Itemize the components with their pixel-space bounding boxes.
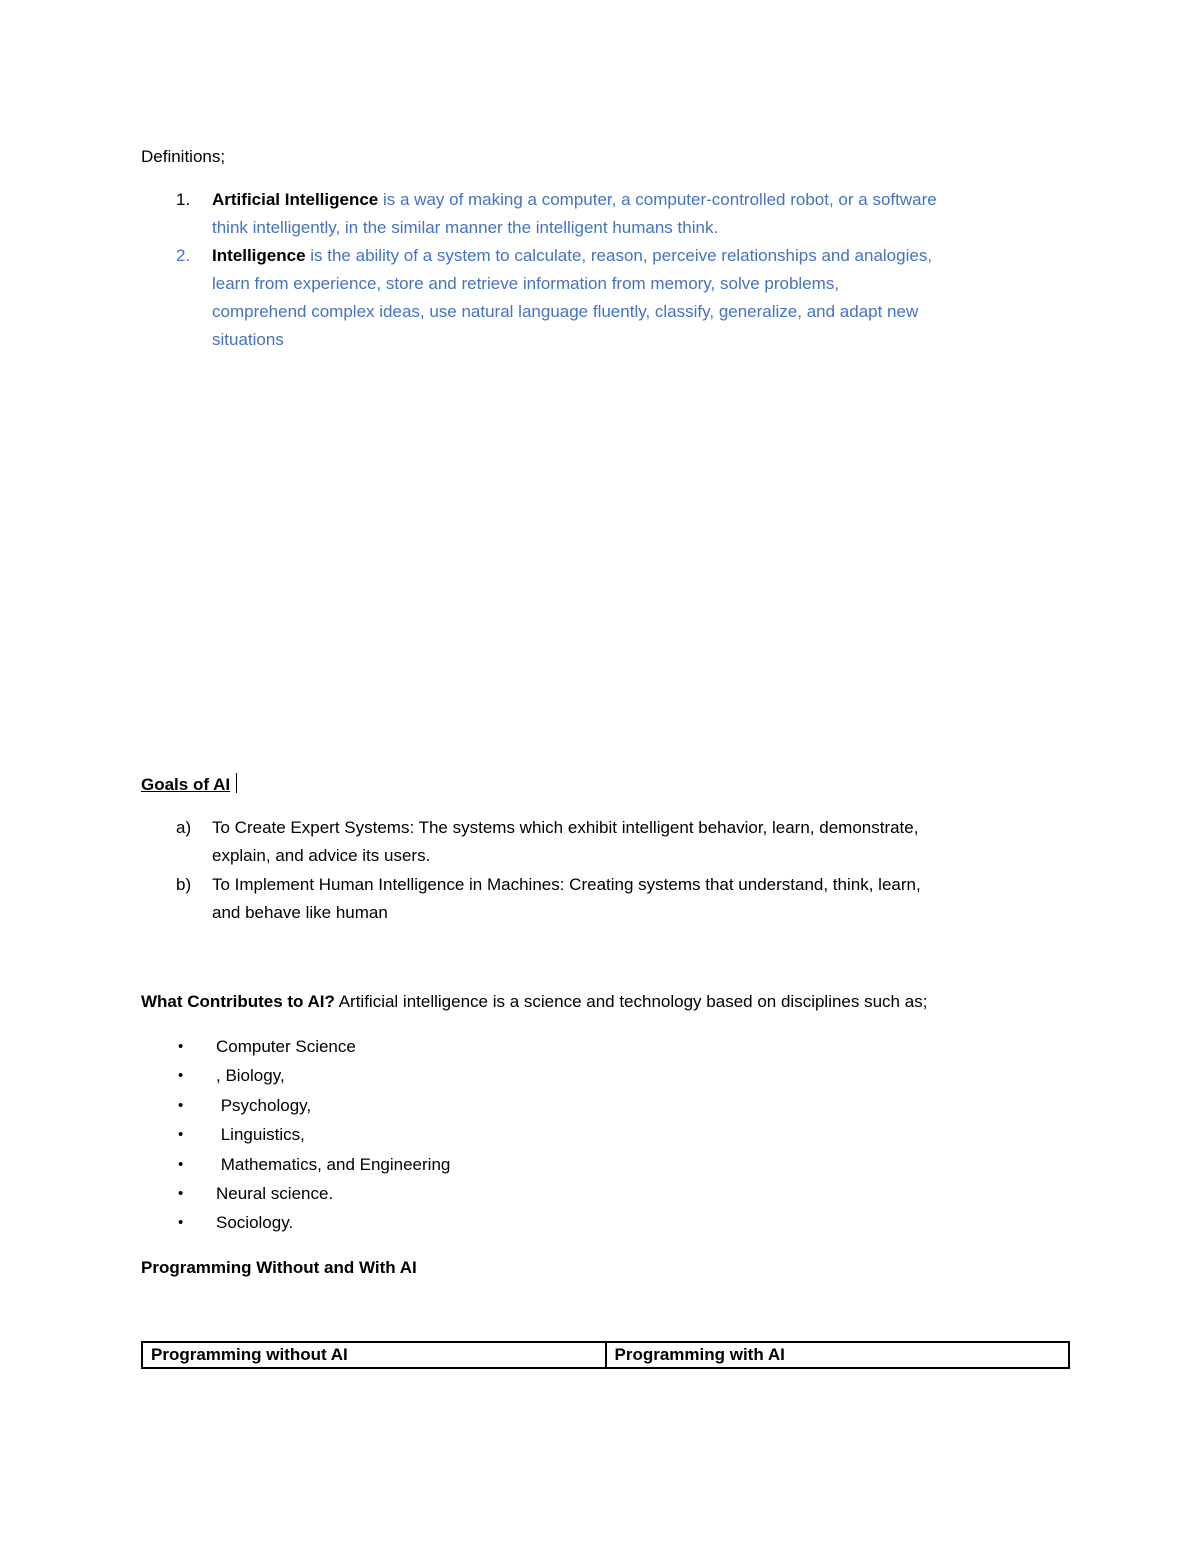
contributes-heading: What Contributes to AI? [141,992,335,1011]
bullet-icon: • [178,1067,184,1084]
table-header-cell: Programming without AI [142,1342,606,1368]
bullet-icon: • [178,1214,184,1231]
programming-heading [141,1257,417,1279]
comparison-table [141,1341,1070,1369]
definitions-heading: Definitions; [141,147,226,166]
goals-heading [141,773,239,796]
goal-b-line-2: and behave like human [212,903,388,922]
goal-a-line-2: explain, and advice its users. [212,846,431,865]
goal-b-line-1: To Implement Human Intelligence in Machines: Creating systems that understand, think, learn, [212,875,921,894]
definition-2-text: is the ability of a system to calculate, reason, perceive relationships and analogies, [305,246,933,265]
definition-2-line-1 [212,245,932,267]
goals-heading-text: Goals of AI [141,775,231,794]
definition-2-line-4: situations [212,330,284,349]
definition-2-number: 2. [176,246,191,265]
bullet-icon: • [178,1185,184,1202]
table-row [142,1342,1069,1368]
bullet-icon: • [178,1038,184,1055]
bullet-icon: • [178,1126,184,1143]
definition-1-text: is a way of making a computer, a computer-controlled robot, or a software [378,190,937,209]
definition-2-line-3: comprehend complex ideas, use natural language fluently, classify, generalize, and adapt new [212,302,919,321]
definition-2-line-2: learn from experience, store and retrieve information from memory, solve problems, [212,274,840,293]
discipline-item: Neural science. [216,1184,334,1203]
goal-a-marker: a) [176,818,192,837]
programming-heading-text: Programming Without and With AI [141,1258,417,1277]
table-header-cell: Programming with AI [606,1342,1070,1368]
discipline-item: , Biology, [216,1066,285,1085]
text-cursor-mark [236,773,239,793]
bullet-icon: • [178,1097,184,1114]
discipline-item: Computer Science [216,1037,356,1056]
bullet-icon: • [178,1156,184,1173]
contributes-paragraph [141,991,927,1013]
discipline-item: Mathematics, and Engineering [216,1155,451,1174]
definition-1-term: Artificial Intelligence [212,190,379,209]
discipline-item: Sociology. [216,1213,294,1232]
goal-b-marker: b) [176,875,192,894]
discipline-item: Linguistics, [216,1125,305,1144]
definition-1-line-2: think intelligently, in the similar manner the intelligent humans think. [212,218,719,237]
definition-1-number: 1. [176,190,191,209]
goal-a-line-1: To Create Expert Systems: The systems which exhibit intelligent behavior, learn, demonstrate, [212,818,919,837]
definition-2-term: Intelligence [212,246,306,265]
contributes-text: Artificial intelligence is a science and technology based on disciplines such as; [334,992,928,1011]
discipline-item: Psychology, [216,1096,312,1115]
definition-1-line-1 [212,189,937,211]
